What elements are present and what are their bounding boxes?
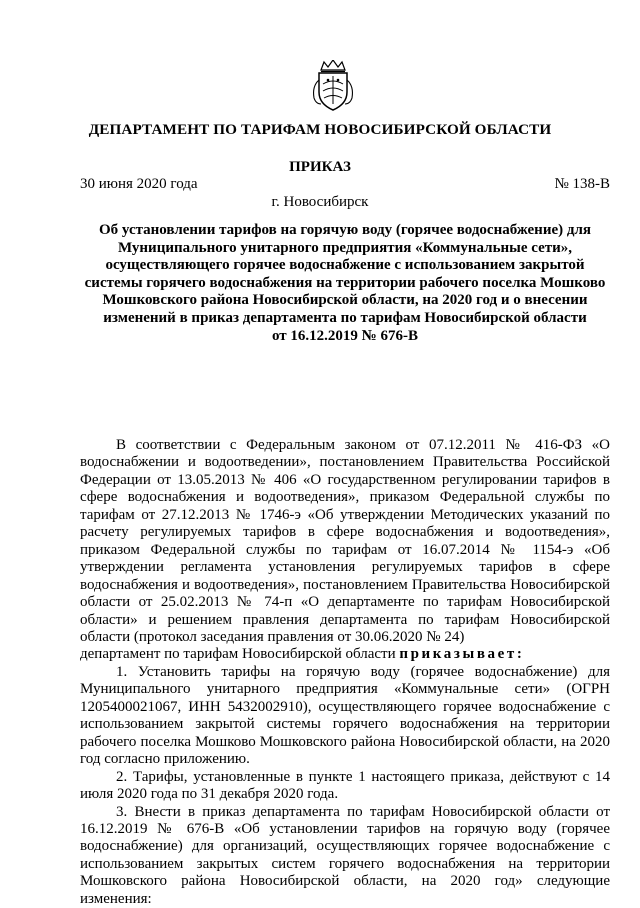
department-title: ДЕПАРТАМЕНТ ПО ТАРИФАМ НОВОСИБИРСКОЙ ОБЛАСТИ xyxy=(88,121,552,138)
document-type: ПРИКАЗ xyxy=(289,159,351,175)
city: г. Новосибирск xyxy=(271,194,369,210)
order-word: приказывает: xyxy=(399,646,525,663)
order-title-line: осуществляющего горячее водоснабжение с использованием закрытой xyxy=(105,257,585,274)
order-intro-paragraph xyxy=(80,646,610,663)
item-2-paragraph: 2. Тарифы, установленные в пункте 1 настоящего приказа, действуют с 14 июля 2020 года по 31 декабря 2020 года. xyxy=(80,768,610,803)
order-number: № 138-В xyxy=(554,176,610,192)
order-title-line: системы горячего водоснабжения на территории рабочего поселка Мошково xyxy=(84,274,606,291)
order-title-line: изменений в приказ департамента по тарифам Новосибирской области xyxy=(103,309,587,326)
item-3-paragraph: 3. Внести в приказ департамента по тарифам Новосибирской области от 16.12.2019 № 676-В «Об установлении тарифов на горячую воду (горячее водоснабжение) для организаций, осуществляющих горячее водоснабжение с использованием закрытых систем горячего водоснабжения на территории Мошковского района Новосибирской области, на 2020 год» следующие изменения: xyxy=(80,803,610,907)
order-intro-text: департамент по тарифам Новосибирской области xyxy=(80,646,400,663)
order-title-line: Об установлении тарифов на горячую воду (горячее водоснабжение) для xyxy=(99,222,591,238)
preamble-paragraph: В соответствии с Федеральным законом от 07.12.2011 № 416-ФЗ «О водоснабжении и водоотведении», постановлением Правительства Российской Федерации от 13.05.2013 № 406 «О государственном регулировании тарифов в сфере водоснабжения и водоотведения», приказом Федеральной службы по тарифам от 27.12.2013 № 1746-э «Об утверждении Методических указаний по расчету регулируемых тарифов в сфере водоснабжения и водоотведения», приказом Федеральной службы по тарифам от 16.07.2014 № 1154-э «Об утверждении регламента установления регулируемых тарифов в сфере водоснабжения и водоотведения», постановлением Правительства Новосибирской области от 25.02.2013 № 74-п «О департаменте по тарифам Новосибирской области» и решением правления департамента по тарифам Новосибирской области (протокол заседания правления от 30.06.2020 № 24) xyxy=(80,437,610,645)
novosibirsk-coat-of-arms-icon xyxy=(311,60,355,112)
order-title-line: Мошковского района Новосибирской области, на 2020 год и о внесении xyxy=(102,292,588,309)
order-body xyxy=(80,437,610,908)
order-title-line: от 16.12.2019 № 676-В xyxy=(272,327,418,344)
item-1-paragraph: 1. Установить тарифы на горячую воду (горячее водоснабжение) для Муниципального унитарного предприятия «Коммунальные сети» (ОГРН 1205400021067, ИНН 5432002910), осуществляющего горячее водоснабжение с использованием закрытой системы горячего водоснабжения на территории рабочего поселка Мошково Мошковского района Новосибирской области, на 2020 год согласно приложению. xyxy=(80,663,610,768)
order-title-line: Муниципального унитарного предприятия «Коммунальные сети», xyxy=(117,239,573,256)
order-title xyxy=(80,222,610,345)
order-date: 30 июня 2020 года xyxy=(80,176,198,192)
